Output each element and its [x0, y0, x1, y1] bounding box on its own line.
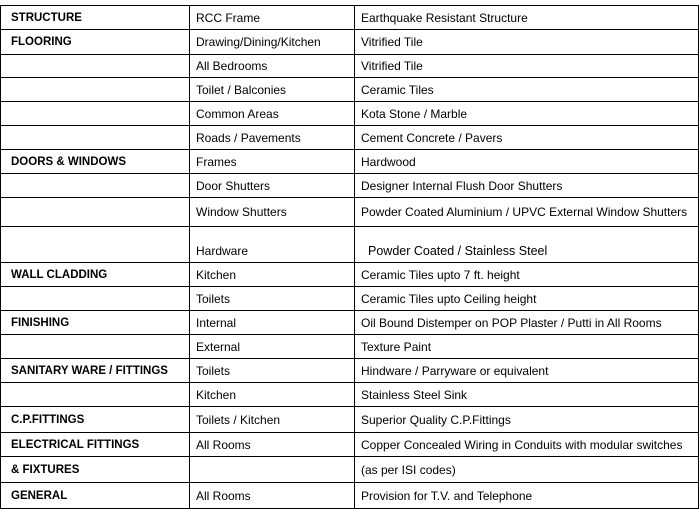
category-cell: STRUCTURE [0, 5, 190, 30]
area-cell: Toilets [190, 359, 355, 383]
specification-cell: Hardwood [355, 150, 699, 174]
table-row [0, 433, 699, 457]
specification-cell: Powder Coated Aluminium / UPVC External Window Shutters [355, 198, 699, 227]
category-cell: SANITARY WARE / FITTINGS [0, 359, 190, 383]
area-cell: External [190, 335, 355, 359]
specification-cell: Copper Concealed Wiring in Conduits with modular switches [355, 433, 699, 457]
category-cell [0, 126, 190, 150]
specification-cell: Vitrified Tile [355, 55, 699, 78]
area-cell: Kitchen [190, 263, 355, 287]
category-cell [0, 383, 190, 407]
area-cell: Toilets [190, 287, 355, 311]
specification-cell: Ceramic Tiles [355, 78, 699, 102]
table-row [0, 311, 699, 335]
specification-cell: Stainless Steel Sink [355, 383, 699, 407]
area-cell: Door Shutters [190, 174, 355, 198]
area-cell: Drawing/Dining/Kitchen [190, 30, 355, 55]
specification-cell: Vitrified Tile [355, 30, 699, 55]
category-cell [0, 198, 190, 227]
table-row [0, 457, 699, 483]
table-row [0, 287, 699, 311]
specification-cell: Powder Coated / Stainless Steel [355, 227, 699, 263]
specification-cell: Kota Stone / Marble [355, 102, 699, 126]
area-cell: Hardware [190, 227, 355, 263]
specification-cell: Ceramic Tiles upto 7 ft. height [355, 263, 699, 287]
area-cell: All Bedrooms [190, 55, 355, 78]
specification-cell: Designer Internal Flush Door Shutters [355, 174, 699, 198]
category-cell [0, 287, 190, 311]
table-row [0, 174, 699, 198]
table-row [0, 198, 699, 227]
category-cell [0, 335, 190, 359]
table-row [0, 55, 699, 78]
specification-cell: Oil Bound Distemper on POP Plaster / Putti in All Rooms [355, 311, 699, 335]
category-cell: & FIXTURES [0, 457, 190, 483]
category-cell [0, 102, 190, 126]
specification-cell: Superior Quality C.P.Fittings [355, 407, 699, 433]
table-row [0, 263, 699, 287]
area-cell: All Rooms [190, 433, 355, 457]
table-row [0, 5, 699, 30]
area-cell [190, 457, 355, 483]
category-cell [0, 55, 190, 78]
specification-cell: Texture Paint [355, 335, 699, 359]
specification-cell: Cement Concrete / Pavers [355, 126, 699, 150]
category-cell: DOORS & WINDOWS [0, 150, 190, 174]
table-row [0, 227, 699, 263]
category-cell [0, 174, 190, 198]
category-cell: GENERAL [0, 483, 190, 509]
area-cell: All Rooms [190, 483, 355, 509]
area-cell: RCC Frame [190, 5, 355, 30]
specification-cell: (as per ISI codes) [355, 457, 699, 483]
table-row [0, 383, 699, 407]
area-cell: Window Shutters [190, 198, 355, 227]
category-cell: FLOORING [0, 30, 190, 55]
category-cell [0, 227, 190, 263]
table-row [0, 30, 699, 55]
table-row [0, 359, 699, 383]
table-row [0, 407, 699, 433]
category-cell: FINISHING [0, 311, 190, 335]
area-cell: Frames [190, 150, 355, 174]
table-row [0, 102, 699, 126]
specification-cell: Ceramic Tiles upto Ceiling height [355, 287, 699, 311]
area-cell: Toilet / Balconies [190, 78, 355, 102]
category-cell: C.P.FITTINGS [0, 407, 190, 433]
specification-cell: Provision for T.V. and Telephone [355, 483, 699, 509]
category-cell: WALL CLADDING [0, 263, 190, 287]
table-row [0, 150, 699, 174]
area-cell: Internal [190, 311, 355, 335]
area-cell: Common Areas [190, 102, 355, 126]
area-cell: Kitchen [190, 383, 355, 407]
table-row [0, 78, 699, 102]
specification-cell: Earthquake Resistant Structure [355, 5, 699, 30]
table-row [0, 335, 699, 359]
area-cell: Roads / Pavements [190, 126, 355, 150]
area-cell: Toilets / Kitchen [190, 407, 355, 433]
category-cell [0, 78, 190, 102]
table-row [0, 126, 699, 150]
table-row [0, 483, 699, 509]
category-cell: ELECTRICAL FITTINGS [0, 433, 190, 457]
specification-cell: Hindware / Parryware or equivalent [355, 359, 699, 383]
